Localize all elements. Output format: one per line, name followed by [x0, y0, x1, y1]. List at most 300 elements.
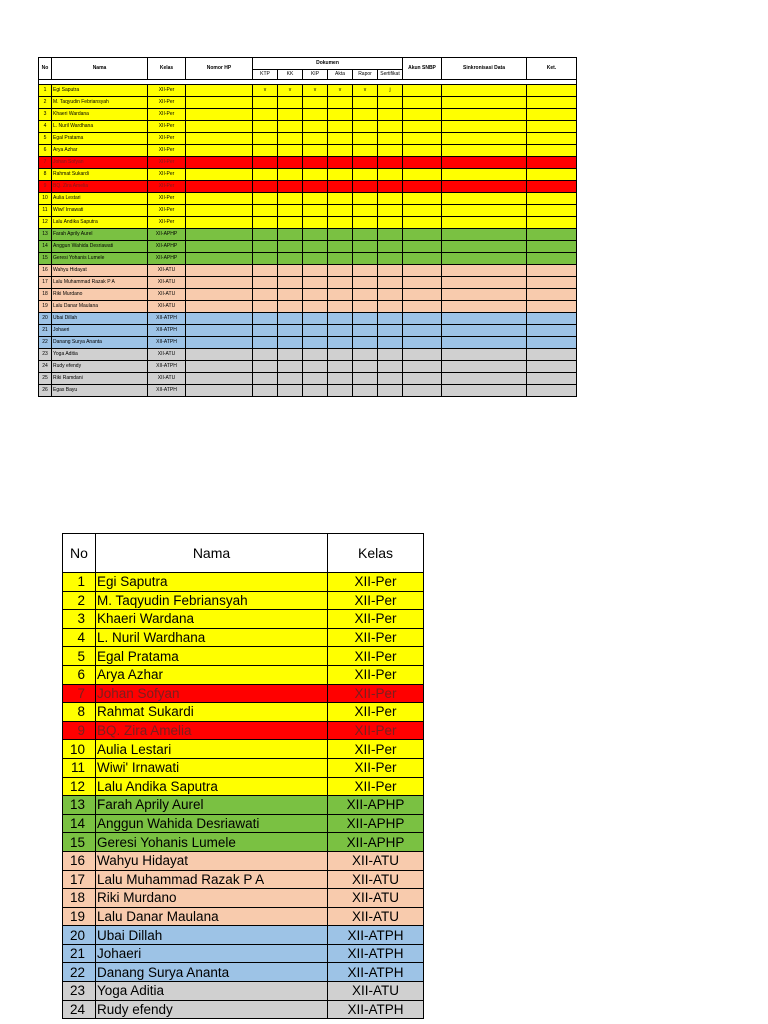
- row-doc-akta[interactable]: [328, 121, 353, 133]
- row-doc-kk[interactable]: [278, 289, 303, 301]
- row-doc-sertifikat[interactable]: [378, 121, 403, 133]
- row-doc-akta[interactable]: [328, 181, 353, 193]
- row-doc-kip[interactable]: [303, 253, 328, 265]
- row-doc-ktp[interactable]: [253, 205, 278, 217]
- row-nomor-hp[interactable]: [186, 337, 253, 349]
- row-nomor-hp[interactable]: [186, 193, 253, 205]
- row-doc-sertifikat[interactable]: [378, 169, 403, 181]
- row-doc-kip[interactable]: [303, 145, 328, 157]
- row-doc-ktp[interactable]: v: [253, 85, 278, 97]
- row-ket[interactable]: [527, 229, 577, 241]
- row-akun-snbp[interactable]: [403, 289, 442, 301]
- row-doc-sertifikat[interactable]: [378, 253, 403, 265]
- row-doc-ktp[interactable]: [253, 337, 278, 349]
- row-doc-sertifikat[interactable]: [378, 325, 403, 337]
- row-doc-rapor[interactable]: [353, 253, 378, 265]
- row-nama[interactable]: Lalu Danar Maulana: [52, 301, 148, 313]
- row-kelas[interactable]: XII-Per: [148, 205, 186, 217]
- row-doc-rapor[interactable]: [353, 205, 378, 217]
- row-doc-ktp[interactable]: [253, 109, 278, 121]
- row-sinkronisasi[interactable]: [442, 289, 527, 301]
- row-doc-kip[interactable]: [303, 181, 328, 193]
- row-akun-snbp[interactable]: [403, 229, 442, 241]
- row-kelas[interactable]: XII-Per: [148, 85, 186, 97]
- row-kelas[interactable]: XII-ATPH: [148, 313, 186, 325]
- row-akun-snbp[interactable]: [403, 301, 442, 313]
- row-no[interactable]: 5: [39, 133, 52, 145]
- row-no[interactable]: 13: [39, 229, 52, 241]
- row-nomor-hp[interactable]: [186, 229, 253, 241]
- row-kelas[interactable]: XII-Per: [148, 193, 186, 205]
- row-kelas[interactable]: XII-Per: [148, 109, 186, 121]
- row-kelas[interactable]: XII-Per: [148, 181, 186, 193]
- row-doc-kip[interactable]: [303, 385, 328, 397]
- row-akun-snbp[interactable]: [403, 133, 442, 145]
- row-akun-snbp[interactable]: [403, 193, 442, 205]
- row-doc-ktp[interactable]: [253, 193, 278, 205]
- row-doc-sertifikat[interactable]: [378, 181, 403, 193]
- row-doc-akta[interactable]: [328, 217, 353, 229]
- row-doc-ktp[interactable]: [253, 385, 278, 397]
- row-nomor-hp[interactable]: [186, 205, 253, 217]
- row-sinkronisasi[interactable]: [442, 337, 527, 349]
- row-ket[interactable]: [527, 205, 577, 217]
- row-doc-kip[interactable]: [303, 325, 328, 337]
- row-doc-ktp[interactable]: [253, 289, 278, 301]
- row-akun-snbp[interactable]: [403, 361, 442, 373]
- row-nama[interactable]: Egal Pratama: [52, 133, 148, 145]
- row-doc-kk[interactable]: [278, 361, 303, 373]
- row-no[interactable]: 26: [39, 385, 52, 397]
- row-sinkronisasi[interactable]: [442, 217, 527, 229]
- row-doc-rapor[interactable]: [353, 385, 378, 397]
- row-sinkronisasi[interactable]: [442, 361, 527, 373]
- row-ket[interactable]: [527, 145, 577, 157]
- row-doc-kip[interactable]: [303, 205, 328, 217]
- row-doc-ktp[interactable]: [253, 313, 278, 325]
- row-doc-kk[interactable]: v: [278, 85, 303, 97]
- row-akun-snbp[interactable]: [403, 121, 442, 133]
- row-sinkronisasi[interactable]: [442, 313, 527, 325]
- row-no[interactable]: 3: [39, 109, 52, 121]
- row-akun-snbp[interactable]: [403, 205, 442, 217]
- row-doc-kk[interactable]: [278, 385, 303, 397]
- row-doc-kk[interactable]: [278, 277, 303, 289]
- row-doc-kk[interactable]: [278, 121, 303, 133]
- row-nama[interactable]: Geresi Yohanis Lumele: [52, 253, 148, 265]
- row-no[interactable]: 8: [39, 169, 52, 181]
- row-doc-akta[interactable]: [328, 205, 353, 217]
- row-nama[interactable]: Khaeri Wardana: [52, 109, 148, 121]
- row-doc-kip[interactable]: [303, 373, 328, 385]
- row-nama[interactable]: Riki Ramdani: [52, 373, 148, 385]
- row-no[interactable]: 17: [39, 277, 52, 289]
- row-doc-ktp[interactable]: [253, 217, 278, 229]
- row-kelas[interactable]: XII-ATPH: [148, 325, 186, 337]
- row-no[interactable]: 6: [39, 145, 52, 157]
- row-nama[interactable]: Johaeri: [52, 325, 148, 337]
- row-doc-akta[interactable]: v: [328, 85, 353, 97]
- row-doc-ktp[interactable]: [253, 97, 278, 109]
- row-kelas[interactable]: XII-ATU: [148, 289, 186, 301]
- row-nomor-hp[interactable]: [186, 217, 253, 229]
- row-akun-snbp[interactable]: [403, 145, 442, 157]
- row-doc-ktp[interactable]: [253, 229, 278, 241]
- row-doc-kip[interactable]: [303, 313, 328, 325]
- row-no[interactable]: 10: [39, 193, 52, 205]
- row-kelas[interactable]: XII-Per: [148, 97, 186, 109]
- row-doc-kk[interactable]: [278, 97, 303, 109]
- row-nomor-hp[interactable]: [186, 181, 253, 193]
- row-nama[interactable]: Ubai Dillah: [52, 313, 148, 325]
- row-nama[interactable]: M. Taqyudin Febriansyah: [52, 97, 148, 109]
- row-sinkronisasi[interactable]: [442, 301, 527, 313]
- row-no[interactable]: 24: [39, 361, 52, 373]
- row-doc-rapor[interactable]: [353, 373, 378, 385]
- row-no[interactable]: 25: [39, 373, 52, 385]
- row-doc-kk[interactable]: [278, 373, 303, 385]
- row-doc-akta[interactable]: [328, 109, 353, 121]
- row-doc-kk[interactable]: [278, 325, 303, 337]
- row-nomor-hp[interactable]: [186, 289, 253, 301]
- row-akun-snbp[interactable]: [403, 181, 442, 193]
- row-nomor-hp[interactable]: [186, 385, 253, 397]
- row-ket[interactable]: [527, 301, 577, 313]
- row-doc-rapor[interactable]: [353, 145, 378, 157]
- row-kelas[interactable]: XII-ATU: [148, 301, 186, 313]
- row-doc-akta[interactable]: [328, 277, 353, 289]
- row-doc-ktp[interactable]: [253, 373, 278, 385]
- row-nomor-hp[interactable]: [186, 373, 253, 385]
- row-kelas[interactable]: XII-APHP: [148, 229, 186, 241]
- row-ket[interactable]: [527, 385, 577, 397]
- row-no[interactable]: 23: [39, 349, 52, 361]
- row-akun-snbp[interactable]: [403, 217, 442, 229]
- row-doc-sertifikat[interactable]: [378, 277, 403, 289]
- row-nama[interactable]: Yoga Aditia: [52, 349, 148, 361]
- row-akun-snbp[interactable]: [403, 277, 442, 289]
- row-doc-rapor[interactable]: [353, 265, 378, 277]
- row-nomor-hp[interactable]: [186, 133, 253, 145]
- row-doc-sertifikat[interactable]: [378, 373, 403, 385]
- row-doc-ktp[interactable]: [253, 265, 278, 277]
- row-doc-rapor[interactable]: [353, 181, 378, 193]
- row-no[interactable]: 16: [39, 265, 52, 277]
- row-ket[interactable]: [527, 349, 577, 361]
- row-akun-snbp[interactable]: [403, 349, 442, 361]
- row-doc-rapor[interactable]: [353, 313, 378, 325]
- row-no[interactable]: 19: [39, 301, 52, 313]
- row-ket[interactable]: [527, 337, 577, 349]
- row-nomor-hp[interactable]: [186, 301, 253, 313]
- row-no[interactable]: 20: [39, 313, 52, 325]
- row-doc-kk[interactable]: [278, 169, 303, 181]
- row-kelas[interactable]: XII-ATU: [148, 265, 186, 277]
- row-nomor-hp[interactable]: [186, 253, 253, 265]
- row-doc-kip[interactable]: [303, 217, 328, 229]
- row-doc-rapor[interactable]: [353, 349, 378, 361]
- row-sinkronisasi[interactable]: [442, 133, 527, 145]
- row-sinkronisasi[interactable]: [442, 109, 527, 121]
- row-kelas[interactable]: XII-ATPH: [148, 337, 186, 349]
- row-akun-snbp[interactable]: [403, 325, 442, 337]
- row-doc-sertifikat[interactable]: [378, 145, 403, 157]
- row-nomor-hp[interactable]: [186, 313, 253, 325]
- row-kelas[interactable]: XII-Per: [148, 121, 186, 133]
- row-nomor-hp[interactable]: [186, 109, 253, 121]
- row-doc-rapor[interactable]: [353, 97, 378, 109]
- row-nomor-hp[interactable]: [186, 157, 253, 169]
- row-ket[interactable]: [527, 265, 577, 277]
- row-doc-rapor[interactable]: [353, 289, 378, 301]
- row-doc-akta[interactable]: [328, 241, 353, 253]
- row-ket[interactable]: [527, 97, 577, 109]
- row-doc-sertifikat[interactable]: [378, 97, 403, 109]
- row-doc-rapor[interactable]: [353, 277, 378, 289]
- row-doc-ktp[interactable]: [253, 169, 278, 181]
- row-akun-snbp[interactable]: [403, 265, 442, 277]
- row-doc-ktp[interactable]: [253, 241, 278, 253]
- row-nama[interactable]: Rahmat Sukardi: [52, 169, 148, 181]
- row-doc-ktp[interactable]: [253, 277, 278, 289]
- row-no[interactable]: 12: [39, 217, 52, 229]
- row-doc-akta[interactable]: [328, 229, 353, 241]
- row-sinkronisasi[interactable]: [442, 253, 527, 265]
- row-doc-akta[interactable]: [328, 157, 353, 169]
- row-doc-kk[interactable]: [278, 301, 303, 313]
- row-doc-sertifikat[interactable]: j: [378, 85, 403, 97]
- row-kelas[interactable]: XII-ATPH: [148, 385, 186, 397]
- row-kelas[interactable]: XII-ATU: [148, 349, 186, 361]
- row-doc-rapor[interactable]: [353, 361, 378, 373]
- row-sinkronisasi[interactable]: [442, 265, 527, 277]
- row-doc-sertifikat[interactable]: [378, 313, 403, 325]
- row-sinkronisasi[interactable]: [442, 145, 527, 157]
- row-nama[interactable]: Riki Murdano: [52, 289, 148, 301]
- row-ket[interactable]: [527, 109, 577, 121]
- row-doc-sertifikat[interactable]: [378, 289, 403, 301]
- row-doc-sertifikat[interactable]: [378, 193, 403, 205]
- row-sinkronisasi[interactable]: [442, 373, 527, 385]
- row-doc-rapor[interactable]: [353, 133, 378, 145]
- row-doc-akta[interactable]: [328, 193, 353, 205]
- row-kelas[interactable]: XII-ATU: [148, 373, 186, 385]
- row-sinkronisasi[interactable]: [442, 277, 527, 289]
- row-doc-rapor[interactable]: [353, 169, 378, 181]
- row-kelas[interactable]: XII-Per: [148, 169, 186, 181]
- row-ket[interactable]: [527, 121, 577, 133]
- row-doc-kk[interactable]: [278, 349, 303, 361]
- row-doc-kip[interactable]: [303, 361, 328, 373]
- row-akun-snbp[interactable]: [403, 109, 442, 121]
- row-doc-kip[interactable]: [303, 241, 328, 253]
- row-sinkronisasi[interactable]: [442, 349, 527, 361]
- row-doc-akta[interactable]: [328, 145, 353, 157]
- row-doc-akta[interactable]: [328, 169, 353, 181]
- row-doc-rapor[interactable]: [353, 241, 378, 253]
- row-akun-snbp[interactable]: [403, 313, 442, 325]
- row-no[interactable]: 2: [39, 97, 52, 109]
- row-doc-sertifikat[interactable]: [378, 217, 403, 229]
- row-kelas[interactable]: XII-Per: [148, 133, 186, 145]
- row-doc-akta[interactable]: [328, 289, 353, 301]
- row-akun-snbp[interactable]: [403, 97, 442, 109]
- row-doc-kk[interactable]: [278, 313, 303, 325]
- row-doc-kip[interactable]: v: [303, 85, 328, 97]
- row-doc-ktp[interactable]: [253, 145, 278, 157]
- row-doc-akta[interactable]: [328, 361, 353, 373]
- row-doc-kk[interactable]: [278, 265, 303, 277]
- row-doc-akta[interactable]: [328, 349, 353, 361]
- row-akun-snbp[interactable]: [403, 373, 442, 385]
- row-sinkronisasi[interactable]: [442, 121, 527, 133]
- row-doc-kip[interactable]: [303, 109, 328, 121]
- row-nomor-hp[interactable]: [186, 265, 253, 277]
- row-doc-rapor[interactable]: [353, 121, 378, 133]
- row-nama[interactable]: Rudy efendy: [52, 361, 148, 373]
- row-doc-sertifikat[interactable]: [378, 265, 403, 277]
- row-nama[interactable]: Johan Sofyan: [52, 157, 148, 169]
- row-doc-ktp[interactable]: [253, 157, 278, 169]
- row-doc-rapor[interactable]: [353, 217, 378, 229]
- row-doc-kk[interactable]: [278, 205, 303, 217]
- row-doc-kip[interactable]: [303, 121, 328, 133]
- row-doc-kip[interactable]: [303, 169, 328, 181]
- row-doc-ktp[interactable]: [253, 121, 278, 133]
- row-doc-sertifikat[interactable]: [378, 205, 403, 217]
- row-sinkronisasi[interactable]: [442, 169, 527, 181]
- row-kelas[interactable]: XII-ATPH: [148, 361, 186, 373]
- row-doc-sertifikat[interactable]: [378, 229, 403, 241]
- row-nama[interactable]: Wiwi' Irnawati: [52, 205, 148, 217]
- row-sinkronisasi[interactable]: [442, 205, 527, 217]
- row-doc-kip[interactable]: [303, 97, 328, 109]
- row-doc-rapor[interactable]: [353, 229, 378, 241]
- row-nama[interactable]: Arya Azhar: [52, 145, 148, 157]
- row-sinkronisasi[interactable]: [442, 241, 527, 253]
- row-doc-kk[interactable]: [278, 253, 303, 265]
- row-doc-sertifikat[interactable]: [378, 301, 403, 313]
- row-doc-rapor[interactable]: [353, 337, 378, 349]
- row-akun-snbp[interactable]: [403, 85, 442, 97]
- row-nomor-hp[interactable]: [186, 121, 253, 133]
- row-ket[interactable]: [527, 277, 577, 289]
- row-doc-rapor[interactable]: v: [353, 85, 378, 97]
- row-doc-kk[interactable]: [278, 109, 303, 121]
- row-no[interactable]: 7: [39, 157, 52, 169]
- row-doc-kip[interactable]: [303, 229, 328, 241]
- row-akun-snbp[interactable]: [403, 157, 442, 169]
- row-kelas[interactable]: XII-Per: [148, 157, 186, 169]
- row-doc-sertifikat[interactable]: [378, 157, 403, 169]
- row-ket[interactable]: [527, 193, 577, 205]
- row-doc-kk[interactable]: [278, 193, 303, 205]
- row-doc-kip[interactable]: [303, 265, 328, 277]
- row-doc-akta[interactable]: [328, 265, 353, 277]
- row-doc-sertifikat[interactable]: [378, 361, 403, 373]
- row-nomor-hp[interactable]: [186, 85, 253, 97]
- row-nomor-hp[interactable]: [186, 277, 253, 289]
- row-doc-sertifikat[interactable]: [378, 385, 403, 397]
- row-no[interactable]: 1: [39, 85, 52, 97]
- row-ket[interactable]: [527, 325, 577, 337]
- row-akun-snbp[interactable]: [403, 253, 442, 265]
- row-doc-kk[interactable]: [278, 181, 303, 193]
- row-doc-ktp[interactable]: [253, 301, 278, 313]
- row-doc-akta[interactable]: [328, 313, 353, 325]
- row-doc-kk[interactable]: [278, 157, 303, 169]
- row-doc-kk[interactable]: [278, 133, 303, 145]
- row-doc-kip[interactable]: [303, 277, 328, 289]
- row-no[interactable]: 21: [39, 325, 52, 337]
- row-doc-kk[interactable]: [278, 241, 303, 253]
- row-nomor-hp[interactable]: [186, 361, 253, 373]
- row-kelas[interactable]: XII-APHP: [148, 253, 186, 265]
- row-doc-kk[interactable]: [278, 229, 303, 241]
- row-ket[interactable]: [527, 157, 577, 169]
- row-nomor-hp[interactable]: [186, 169, 253, 181]
- row-ket[interactable]: [527, 85, 577, 97]
- row-doc-akta[interactable]: [328, 97, 353, 109]
- row-doc-ktp[interactable]: [253, 133, 278, 145]
- row-nama[interactable]: Farah Aprily Aurel: [52, 229, 148, 241]
- row-nomor-hp[interactable]: [186, 97, 253, 109]
- row-nama[interactable]: Danang Surya Ananta: [52, 337, 148, 349]
- row-sinkronisasi[interactable]: [442, 157, 527, 169]
- row-nama[interactable]: Egas Bayu: [52, 385, 148, 397]
- row-nama[interactable]: Aulia Lestari: [52, 193, 148, 205]
- row-ket[interactable]: [527, 169, 577, 181]
- row-sinkronisasi[interactable]: [442, 325, 527, 337]
- row-doc-akta[interactable]: [328, 253, 353, 265]
- row-akun-snbp[interactable]: [403, 241, 442, 253]
- row-kelas[interactable]: XII-Per: [148, 217, 186, 229]
- row-ket[interactable]: [527, 217, 577, 229]
- row-doc-rapor[interactable]: [353, 157, 378, 169]
- row-ket[interactable]: [527, 133, 577, 145]
- row-doc-kk[interactable]: [278, 217, 303, 229]
- row-ket[interactable]: [527, 181, 577, 193]
- row-akun-snbp[interactable]: [403, 169, 442, 181]
- row-nama[interactable]: Anggun Wahida Desriawati: [52, 241, 148, 253]
- row-doc-akta[interactable]: [328, 325, 353, 337]
- row-doc-sertifikat[interactable]: [378, 349, 403, 361]
- row-nomor-hp[interactable]: [186, 349, 253, 361]
- row-nama[interactable]: Lalu Andika Saputra: [52, 217, 148, 229]
- row-doc-ktp[interactable]: [253, 253, 278, 265]
- row-doc-kip[interactable]: [303, 337, 328, 349]
- row-doc-kip[interactable]: [303, 193, 328, 205]
- row-kelas[interactable]: XII-APHP: [148, 241, 186, 253]
- row-doc-sertifikat[interactable]: [378, 241, 403, 253]
- row-ket[interactable]: [527, 313, 577, 325]
- row-doc-akta[interactable]: [328, 133, 353, 145]
- row-doc-kip[interactable]: [303, 349, 328, 361]
- row-no[interactable]: 18: [39, 289, 52, 301]
- row-doc-kip[interactable]: [303, 157, 328, 169]
- row-doc-kip[interactable]: [303, 289, 328, 301]
- row-ket[interactable]: [527, 361, 577, 373]
- row-akun-snbp[interactable]: [403, 337, 442, 349]
- row-doc-akta[interactable]: [328, 301, 353, 313]
- row-no[interactable]: 14: [39, 241, 52, 253]
- row-no[interactable]: 9: [39, 181, 52, 193]
- row-doc-kip[interactable]: [303, 301, 328, 313]
- row-doc-kk[interactable]: [278, 337, 303, 349]
- row-doc-rapor[interactable]: [353, 301, 378, 313]
- row-nomor-hp[interactable]: [186, 241, 253, 253]
- row-doc-ktp[interactable]: [253, 325, 278, 337]
